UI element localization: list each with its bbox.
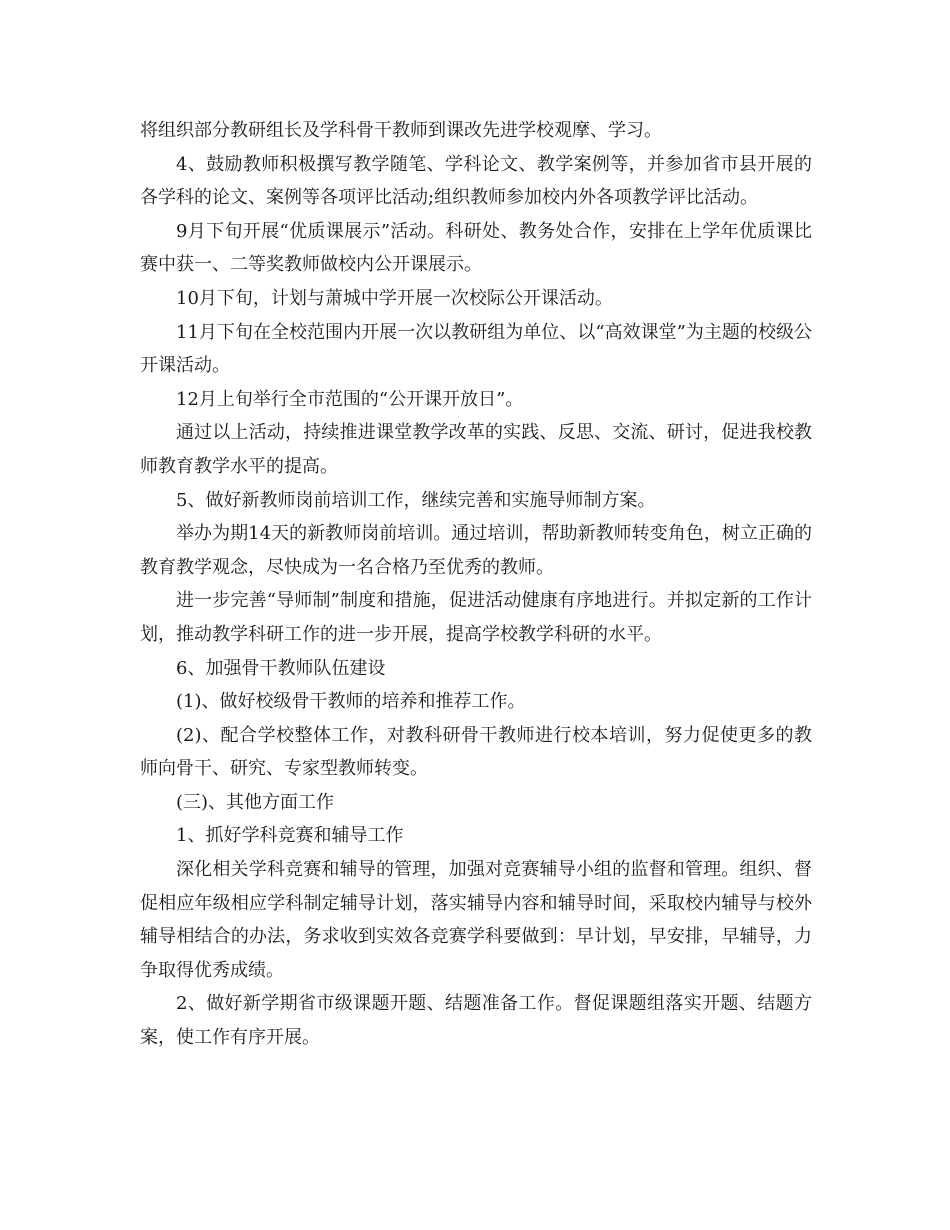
section-heading: 6、加强骨干教师队伍建设 (176, 657, 386, 679)
paragraph: 将组织部分教研组长及学科骨干教师到课改先进学校观摩、学习。 (140, 120, 662, 141)
paragraph: 深化相关学科竞赛和辅导的管理，加强对竞赛辅导小组的监督和管理。组织、督促相应年级相应学科制定辅导计划，落实辅导内容和辅导时间，采取校内辅导与校外辅导相结合的办法，务求收到实效各竞赛学科要做到：早计划，早安排，早辅导，力争取得优秀成绩。 (140, 859, 812, 981)
paragraph: (1)、做好校级骨干教师的培养和推荐工作。 (176, 691, 526, 713)
paragraph: 12月上旬举行全市范围的“公开课开放日”。 (176, 388, 524, 410)
paragraph: (2)、配合学校整体工作，对教科研骨干教师进行校本培训，努力促使更多的教师向骨干、研究、专家型教师转变。 (140, 724, 812, 780)
paragraph: 举办为期14天的新教师岗前培训。通过培训，帮助新教师转变角色，树立正确的教育教学观念，尽快成为一名合格乃至优秀的教师。 (140, 523, 812, 578)
paragraph: 4、鼓励教师积极撰写教学随笔、学科论文、教学案例等，并参加省市县开展的各学科的论文、案例等各项评比活动;组织教师参加校内外各项教学评比活动。 (140, 153, 812, 209)
paragraph: 5、做好新教师岗前培训工作，继续完善和实施导师制方案。 (176, 489, 656, 511)
paragraph: 10月下旬，计划与萧城中学开展一次校际公开课活动。 (176, 287, 613, 309)
paragraph: 2、做好新学期省市级课题开题、结题准备工作。督促课题组落实开题、结题方案，使工作有序开展。 (140, 993, 812, 1049)
paragraph: 通过以上活动，持续推进课堂教学改革的实践、反思、交流、研讨，促进我校教师教育教学水平的提高。 (140, 422, 812, 477)
paragraph: 11月下旬在全校范围内开展一次以教研组为单位、以“高效课堂”为主题的校级公开课活动。 (140, 321, 812, 377)
paragraph: 9月下旬开展“优质课展示”活动。科研处、教务处合作，安排在上学年优质课比赛中获一、二等奖教师做校内公开课展示。 (140, 220, 812, 276)
section-heading: (三)、其他方面工作 (176, 791, 335, 813)
paragraph: 进一步完善“导师制”制度和措施，促进活动健康有序地进行。并拟定新的工作计划，推动教学科研工作的进一步开展，提高学校教学科研的水平。 (140, 590, 812, 645)
section-heading: 1、抓好学科竞赛和辅导工作 (176, 825, 404, 847)
document-body (140, 114, 812, 1055)
